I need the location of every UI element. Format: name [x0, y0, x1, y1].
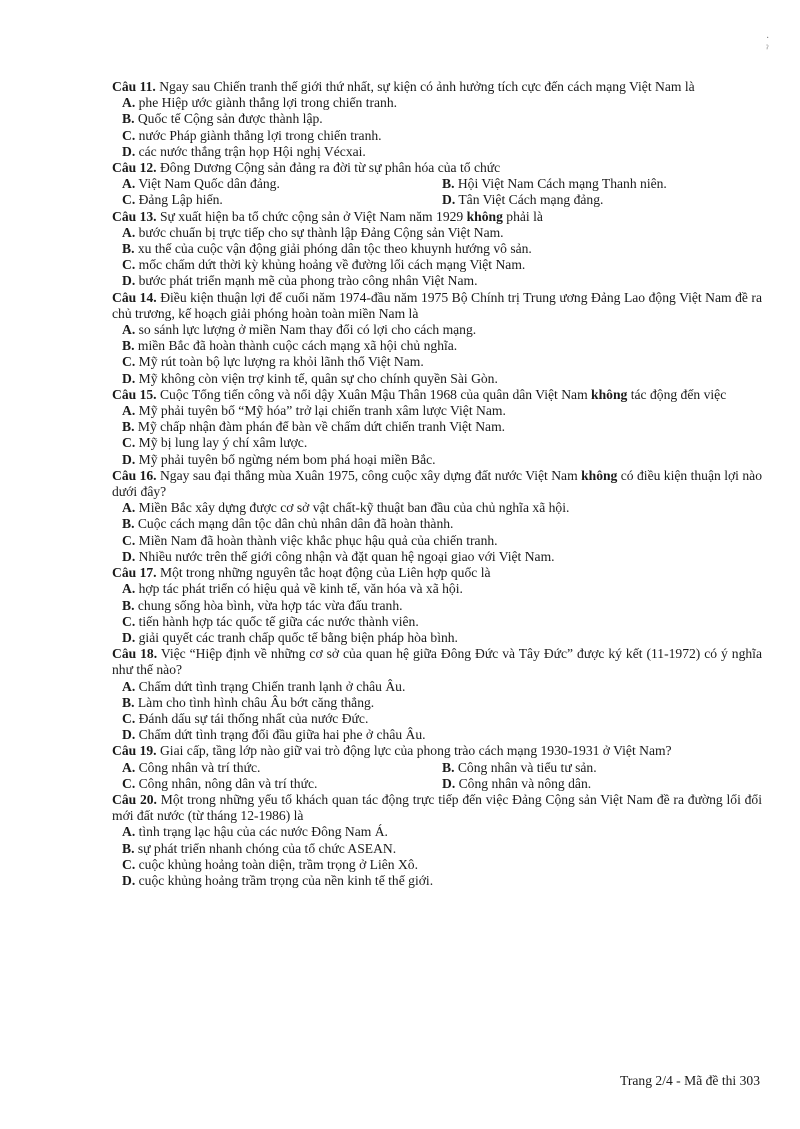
option-b: B. Mỹ chấp nhận đàm phán để bàn về chấm dứt chiến tranh Việt Nam. — [122, 419, 506, 435]
option-d: D. Chấm dứt tình trạng đối đầu giữa hai phe ở châu Âu. — [122, 727, 426, 743]
option-b: B. Cuộc cách mạng dân tộc dân chủ nhân dân đã hoàn thành. — [122, 516, 454, 532]
question-stem — [112, 743, 762, 759]
exam-page — [112, 79, 762, 889]
options-row — [112, 192, 762, 208]
option-d: D. Mỹ không còn viện trợ kinh tế, quân sự cho chính quyền Sài Gòn. — [122, 370, 498, 386]
option-a: A. so sánh lực lượng ở miền Nam thay đổi có lợi cho cách mạng. — [122, 322, 477, 338]
option-c: C. nước Pháp giành thắng lợi trong chiến tranh. — [122, 127, 382, 143]
question-number: Câu 16. — [112, 467, 157, 483]
option-d: D. Nhiều nước trên thế giới công nhận và đặt quan hệ ngoại giao với Việt Nam. — [122, 548, 555, 564]
question-stem — [112, 565, 762, 581]
option-a: A. Chấm dứt tình trạng Chiến tranh lạnh ở châu Âu. — [122, 678, 406, 694]
option-c: C. tiến hành hợp tác quốc tế giữa các nước thành viên. — [122, 613, 419, 629]
option-b: B. Công nhân và tiểu tư sản. — [442, 759, 597, 775]
question-16 — [112, 468, 762, 565]
question-text: Việc “Hiệp định về những cơ sở của quan hệ giữa Đông Đức và Tây Đức” được ký kết (11-1972) có ý nghĩa như thế nào? — [112, 646, 762, 678]
option-b: B. Quốc tế Cộng sản được thành lập. — [122, 111, 323, 127]
option-b: B. chung sống hòa bình, vừa hợp tác vừa đấu tranh. — [122, 597, 403, 613]
question-20 — [112, 792, 762, 889]
question-18 — [112, 646, 762, 743]
question-number: Câu 20. — [112, 791, 157, 807]
question-stem: Câu 16. Ngay sau đại thắng mùa Xuân 1975, công cuộc xây dựng đất nước Việt Nam không có điều kiện thuận lợi nào dưới đây? — [112, 467, 762, 500]
question-stem — [112, 160, 762, 176]
option-c: C. Miền Nam đã hoàn thành việc khắc phục hậu quả của chiến tranh. — [122, 532, 498, 548]
question-13 — [112, 209, 762, 290]
question-text: Đông Dương Cộng sản đảng ra đời từ sự phân hóa của tổ chức — [156, 160, 501, 176]
question-stem: Câu 15. Cuộc Tổng tiến công và nổi dậy Xuân Mậu Thân 1968 của quân dân Việt Nam không tác động đến việc — [112, 386, 727, 402]
question-number: Câu 14. — [112, 289, 157, 305]
options-row — [112, 776, 762, 792]
emphasis-word: không — [591, 386, 628, 402]
option-d: D. Tân Việt Cách mạng đảng. — [442, 192, 604, 208]
option-b: B. Hội Việt Nam Cách mạng Thanh niên. — [442, 176, 667, 192]
question-number: Câu 17. — [112, 565, 157, 581]
question-12 — [112, 160, 762, 209]
option-a: A. Việt Nam Quốc dân đảng. — [122, 176, 280, 192]
emphasis-word: không — [466, 208, 503, 224]
option-a: A. hợp tác phát triển có hiệu quả về kinh tế, văn hóa và xã hội. — [122, 581, 463, 597]
option-d: D. giải quyết các tranh chấp quốc tế bằng biện pháp hòa bình. — [122, 629, 458, 645]
question-stem: Câu 13. Sự xuất hiện ba tổ chức cộng sản ở Việt Nam năm 1929 không phải là — [112, 208, 543, 224]
corner-scan-mark: · ˀ — [766, 33, 770, 55]
option-b: B. sự phát triển nhanh chóng của tổ chức ASEAN. — [122, 840, 397, 856]
question-text: Một trong những nguyên tắc hoạt động của Liên hợp quốc là — [156, 565, 491, 581]
option-d: D. bước phát triển mạnh mẽ của phong trào công nhân Việt Nam. — [122, 273, 478, 289]
question-text: Ngay sau Chiến tranh thế giới thứ nhất, sự kiện có ảnh hưởng tích cực đến cách mạng Việt Nam là — [155, 79, 695, 94]
question-stem — [112, 646, 762, 678]
option-a: A. Miền Bắc xây dựng được cơ sở vật chất-kỹ thuật ban đầu của chủ nghĩa xã hội. — [122, 500, 570, 516]
option-d: D. các nước thắng trận họp Hội nghị Vécxai. — [122, 143, 366, 159]
option-b: B. miền Bắc đã hoàn thành cuộc cách mạng xã hội chủ nghĩa. — [122, 338, 458, 354]
question-number: Câu 15. — [112, 386, 157, 402]
question-number: Câu 13. — [112, 208, 157, 224]
question-number: Câu 11. — [112, 79, 156, 94]
question-19 — [112, 743, 762, 792]
option-a: A. Công nhân và trí thức. — [122, 759, 261, 775]
question-number: Câu 19. — [112, 743, 157, 759]
option-d: D. cuộc khủng hoảng trầm trọng của nền kinh tế thế giới. — [122, 872, 434, 888]
option-b: B. Làm cho tình hình châu Âu bớt căng thẳng. — [122, 694, 375, 710]
option-c: C. Đánh dấu sự tái thống nhất của nước Đức. — [122, 710, 369, 726]
question-text: Điều kiện thuận lợi để cuối năm 1974-đầu năm 1975 Bộ Chính trị Trung ương Đảng Lao động Việt Nam đề ra chủ trương, kế hoạch giải phóng hoàn toàn miền Nam là — [112, 289, 762, 321]
option-c: C. Công nhân, nông dân và trí thức. — [122, 775, 318, 791]
option-c: C. cuộc khủng hoảng toàn diện, trầm trọng ở Liên Xô. — [122, 856, 418, 872]
question-stem — [112, 290, 762, 322]
question-text: Giai cấp, tầng lớp nào giữ vai trò động lực của phong trào cách mạng 1930-1931 ở Việt Nam? — [156, 743, 672, 759]
question-text: Một trong những yếu tố khách quan tác động trực tiếp đến việc Đảng Cộng sản Việt Nam đề ra đường lối đổi mới đất nước (từ tháng 12-1986) là — [112, 791, 762, 824]
option-a: A. phe Hiệp ước giành thắng lợi trong chiến tranh. — [122, 95, 398, 111]
option-d: D. Mỹ phải tuyên bố ngừng ném bom phá hoại miền Bắc. — [122, 451, 436, 467]
option-c: C. Đảng Lập hiến. — [122, 192, 223, 208]
question-stem — [112, 792, 762, 824]
question-17 — [112, 565, 762, 646]
option-c: C. Mỹ rút toàn bộ lực lượng ra khỏi lãnh thổ Việt Nam. — [122, 354, 424, 370]
question-number: Câu 12. — [112, 160, 157, 176]
option-c: C. mốc chấm dứt thời kỳ khủng hoảng về đường lối cách mạng Việt Nam. — [122, 257, 526, 273]
emphasis-word: không — [581, 467, 618, 483]
question-stem — [112, 79, 762, 95]
question-number: Câu 18. — [112, 646, 158, 662]
option-a: A. tình trạng lạc hậu của các nước Đông Nam Á. — [122, 824, 388, 840]
options-row — [112, 760, 762, 776]
question-15 — [112, 387, 762, 468]
question-14 — [112, 290, 762, 387]
option-c: C. Mỹ bị lung lay ý chí xâm lược. — [122, 435, 308, 451]
option-a: A. Mỹ phải tuyên bố “Mỹ hóa” trở lại chiến tranh xâm lược Việt Nam. — [122, 403, 506, 419]
options-row — [112, 176, 762, 192]
question-11 — [112, 79, 762, 160]
option-a: A. bước chuẩn bị trực tiếp cho sự thành lập Đảng Cộng sản Việt Nam. — [122, 224, 504, 240]
option-d: D. Công nhân và nông dân. — [442, 775, 592, 791]
option-b: B. xu thế của cuộc vận động giải phóng dân tộc theo khuynh hướng vô sản. — [122, 241, 532, 257]
page-footer: Trang 2/4 - Mã đề thi 303 — [620, 1073, 760, 1088]
